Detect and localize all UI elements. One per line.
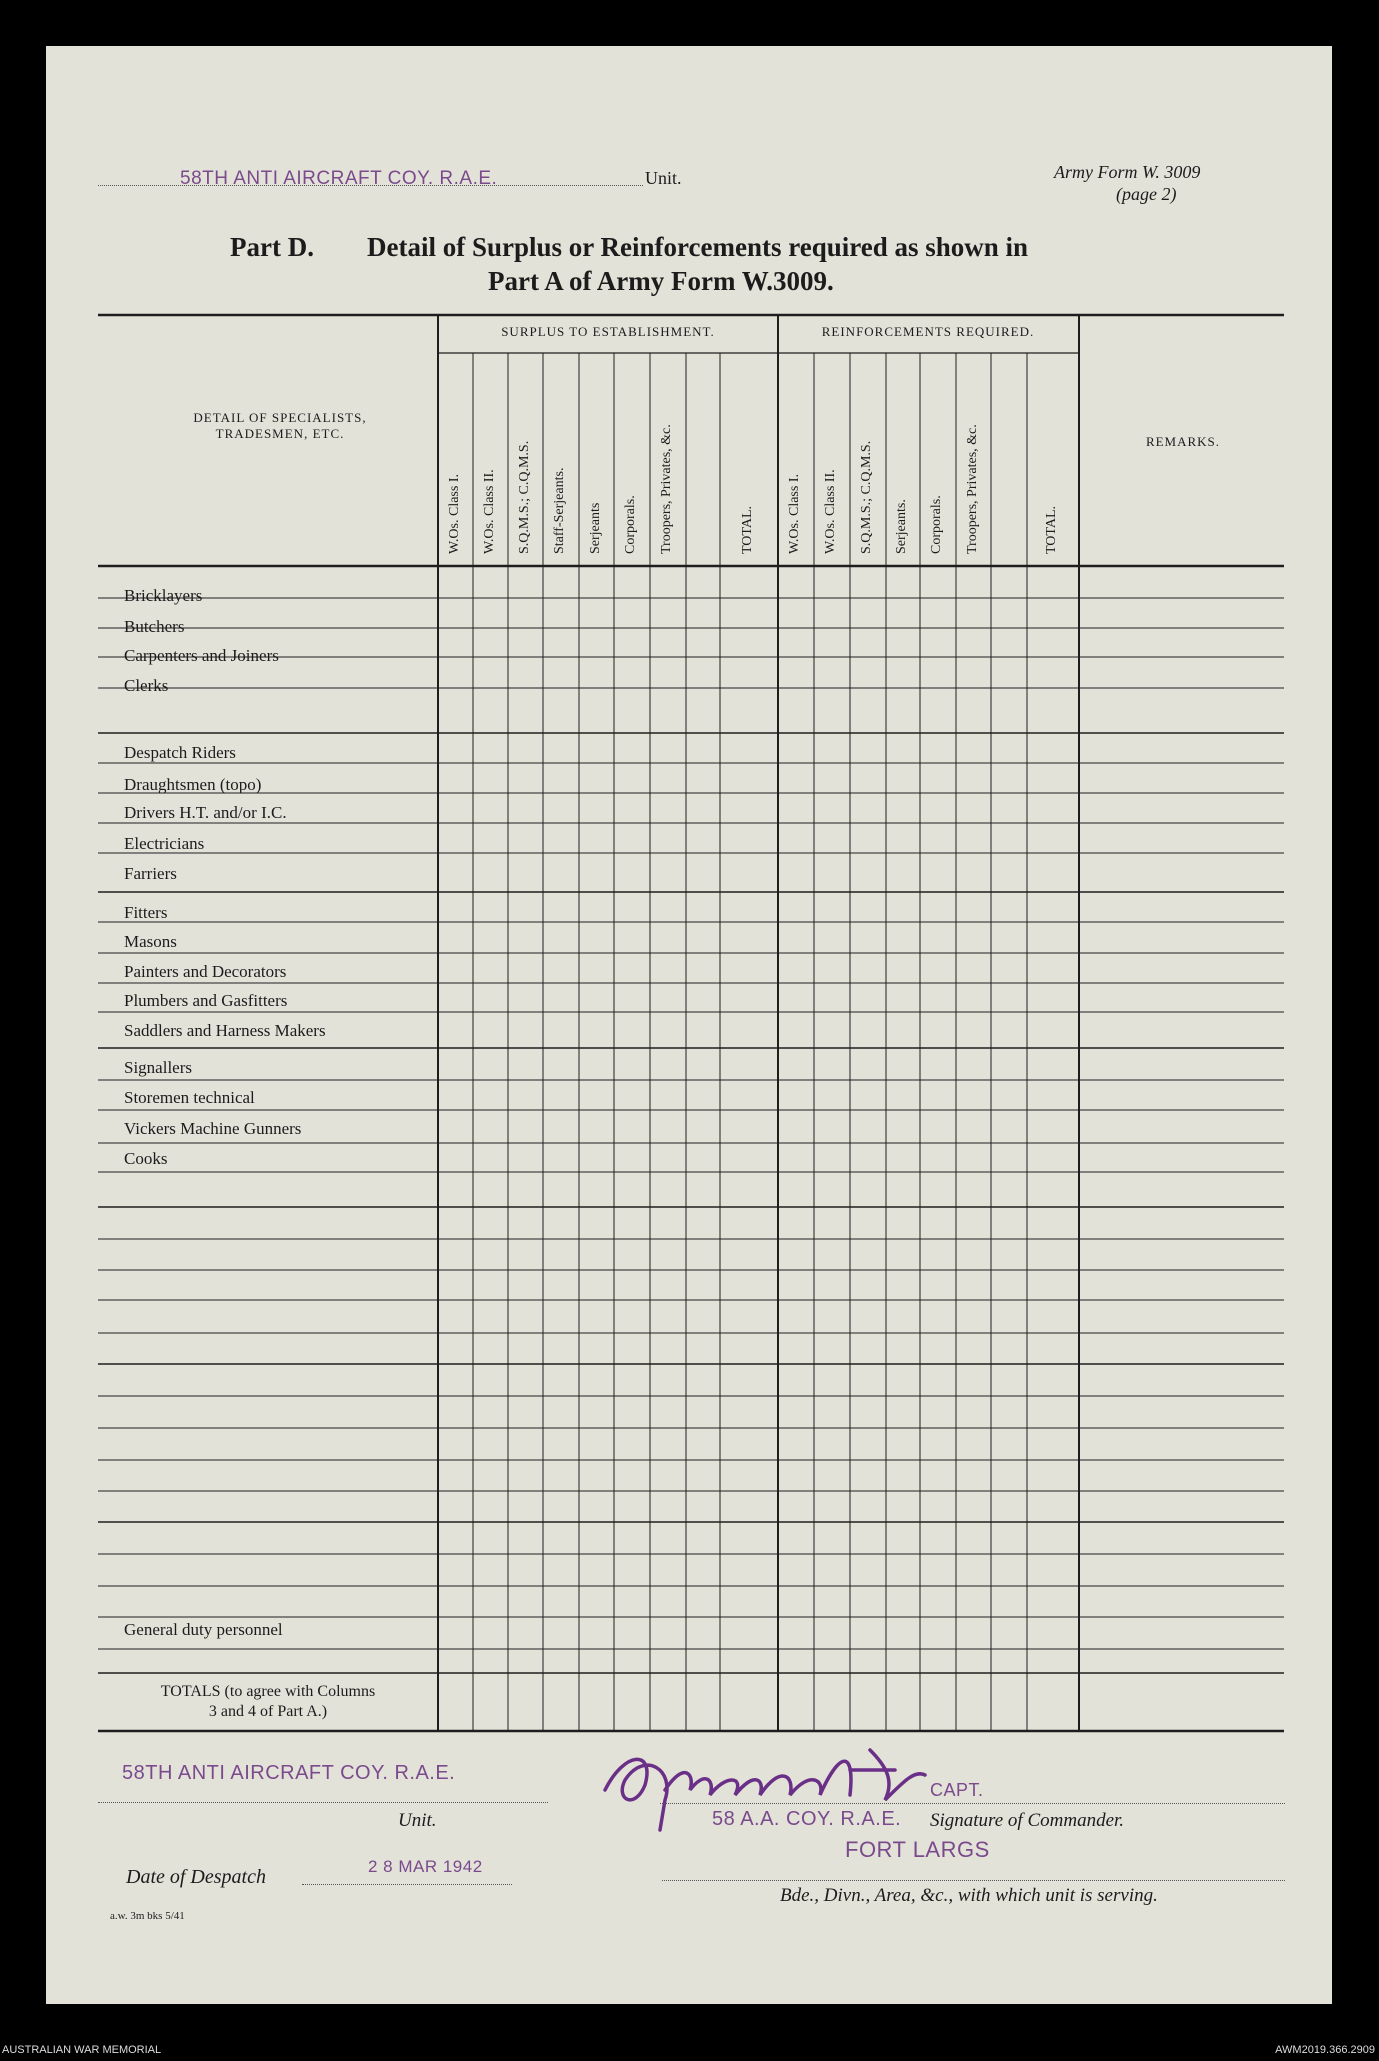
surplus-column-label: Troopers, Privates, &c. [659, 424, 674, 554]
reinforcement-column-label: TOTAL. [1044, 505, 1059, 554]
reinforcement-column-label: S.Q.M.S.; C.Q.M.S. [859, 440, 874, 554]
row-label: Masons [124, 932, 177, 951]
capt-stamp: CAPT. [930, 1780, 984, 1800]
print-code: a.w. 3m bks 5/41 [110, 1910, 185, 1922]
reinforcement-column-label: W.Os. Class I. [787, 474, 802, 554]
title-line-1: Detail of Surplus or Reinforcements required as shown in [367, 232, 1029, 262]
reinforcements-header: REINFORCEMENTS REQUIRED. [821, 324, 1035, 339]
surplus-column-label: W.Os. Class I. [446, 474, 462, 554]
row-label: Vickers Machine Gunners [124, 1119, 302, 1138]
archive-right: AWM2019.366.2909 [1275, 2044, 1375, 2056]
row-label: General duty personnel [124, 1620, 283, 1639]
row-label: Fitters [124, 903, 168, 922]
row-label: Saddlers and Harness Makers [124, 1021, 326, 1040]
date-label: Date of Despatch [126, 1866, 266, 1888]
unit-label-bottom: Unit. [398, 1810, 437, 1831]
row-label: Drivers H.T. and/or I.C. [124, 803, 287, 822]
coy-stamp-line-2: FORT LARGS [845, 1837, 990, 1862]
title-part: Part D. [230, 232, 314, 262]
surplus-header: SURPLUS TO ESTABLISHMENT. [501, 324, 715, 339]
reinforcement-column-label: W.Os. Class II. [823, 469, 838, 554]
date-stamp: 2 8 MAR 1942 [368, 1857, 483, 1876]
row-label: Carpenters and Joiners [124, 646, 279, 665]
reinforcement-column-label: Troopers, Privates, &c. [964, 424, 980, 554]
unit-stamp-bottom: 58TH ANTI AIRCRAFT COY. R.A.E. [122, 1762, 456, 1784]
form-name: Army Form W. 3009 [1054, 162, 1201, 182]
row-label: Clerks [124, 676, 169, 695]
dotted-line-signature [660, 1803, 1285, 1804]
archive-left: AUSTRALIAN WAR MEMORIAL [2, 2044, 162, 2056]
row-label: Draughtsmen (topo) [124, 775, 262, 794]
dotted-line-brigade [662, 1880, 1285, 1881]
unit-label-top: Unit. [645, 168, 682, 188]
row-label: Cooks [124, 1149, 168, 1168]
surplus-column-label: S.Q.M.S.; C.Q.M.S. [516, 440, 532, 554]
dotted-line-unit [98, 1802, 548, 1803]
detail-header: DETAIL OF SPECIALISTS, TRADESMEN, ETC. [193, 410, 367, 441]
reinforcement-column-label: Serjeants. [894, 499, 909, 554]
form-page-number: (page 2) [1116, 184, 1177, 204]
row-label: Butchers [124, 617, 185, 636]
signature-label: Signature of Commander. [930, 1810, 1125, 1831]
totals-label [96, 1682, 440, 1722]
surplus-column-label: TOTAL. [740, 505, 755, 554]
row-label: Farriers [124, 864, 177, 883]
archive-footer [0, 2040, 1379, 2061]
dotted-line-date [302, 1884, 512, 1885]
reinforcement-column-label: Corporals. [929, 495, 944, 554]
brigade-label: Bde., Divn., Area, &c., with which unit is serving. [780, 1885, 1158, 1906]
row-label: Storemen technical [124, 1088, 255, 1107]
surplus-column-label: Corporals. [623, 495, 638, 554]
title-line-2: Part A of Army Form W.3009. [488, 266, 834, 296]
row-label: Bricklayers [124, 586, 203, 605]
row-label: Signallers [124, 1058, 192, 1077]
row-label: Painters and Decorators [124, 962, 287, 981]
unit-stamp-top: 58TH ANTI AIRCRAFT COY. R.A.E. [180, 168, 498, 189]
coy-stamp-line-1: 58 A.A. COY. R.A.E. [712, 1808, 902, 1830]
row-label: Electricians [124, 834, 205, 853]
remarks-header: REMARKS. [1145, 434, 1221, 449]
totals-line-1: TOTALS (to agree with Columns [160, 1683, 376, 1700]
row-label: Plumbers and Gasfitters [124, 991, 288, 1010]
surplus-column-label: Staff-Serjeants. [552, 467, 567, 554]
row-label: Despatch Riders [124, 743, 236, 762]
totals-line-2: 3 and 4 of Part A.) [208, 1703, 328, 1720]
surplus-column-label: Serjeants [587, 502, 603, 554]
surplus-column-label: W.Os. Class II. [481, 469, 497, 554]
